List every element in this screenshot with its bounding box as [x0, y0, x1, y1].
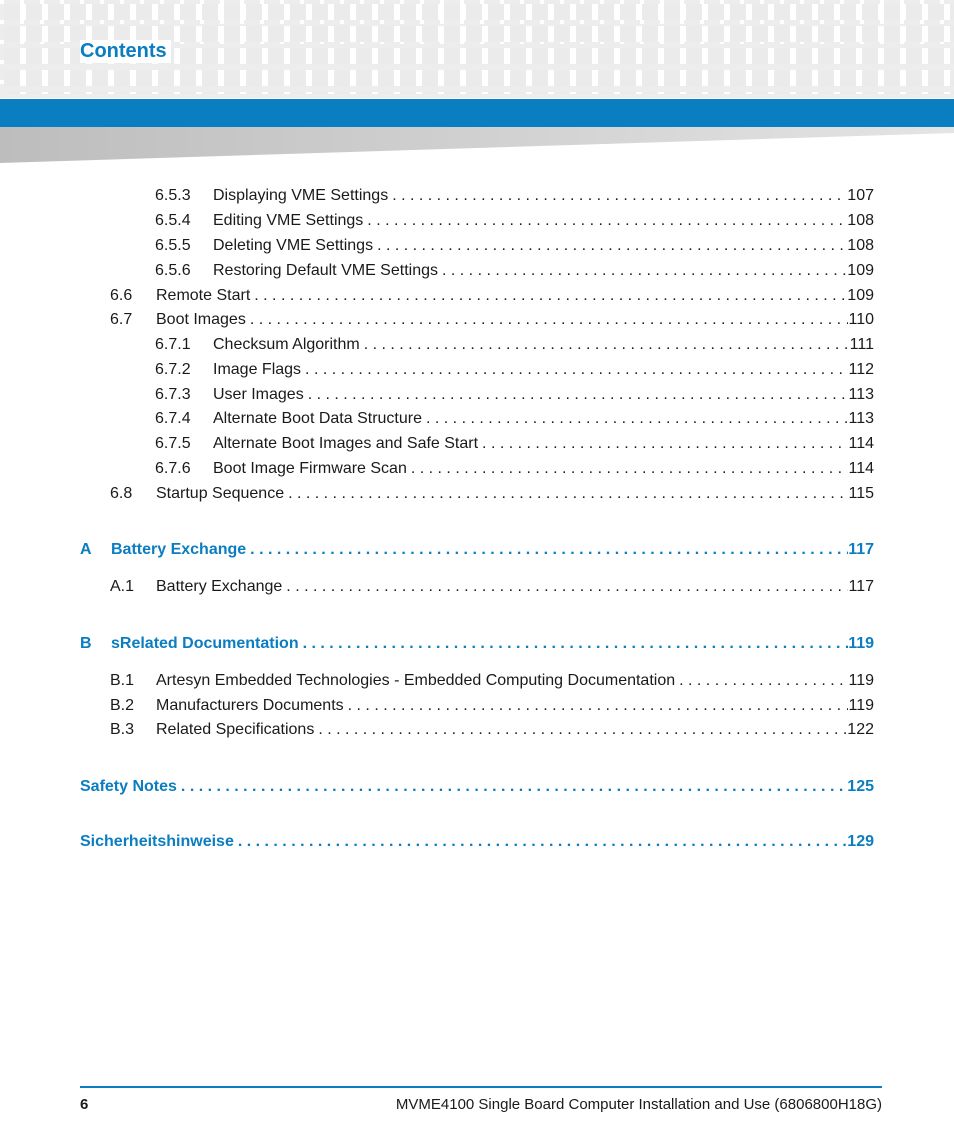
- toc-dot-leader: [375, 235, 847, 257]
- toc-entry-number: 6.5.5: [155, 237, 191, 254]
- toc-entry[interactable]: [155, 359, 874, 381]
- toc-entry-page: 110: [848, 311, 874, 328]
- toc-entry-title: Related Specifications: [156, 721, 315, 738]
- toc-entry-title: Boot Images: [156, 311, 246, 328]
- toc-entry-title: Battery Exchange: [156, 578, 283, 595]
- toc-entry-number: 6.7.4: [155, 410, 191, 427]
- toc-dot-leader: [286, 483, 848, 505]
- toc-entry-number: B.1: [110, 672, 135, 689]
- toc-entry-number: A: [80, 541, 92, 558]
- toc-entry-page: 112: [848, 361, 874, 378]
- toc-entry-number: 6.7.2: [155, 361, 191, 378]
- toc-entry-title: Alternate Boot Images and Safe Start: [213, 435, 479, 452]
- toc-entry-page: 114: [848, 435, 874, 452]
- toc-entry-title: Editing VME Settings: [213, 212, 364, 229]
- toc-dot-leader: [252, 285, 847, 307]
- toc-entry-page: 113: [848, 386, 874, 403]
- toc-dot-leader: [677, 670, 848, 692]
- toc-entry-title: Sicherheitshinweise: [80, 833, 234, 850]
- toc-entry-page: 129: [847, 833, 874, 850]
- toc-entry[interactable]: [155, 458, 874, 480]
- toc-entry-title: User Images: [213, 386, 304, 403]
- toc-entry-page: 111: [849, 336, 874, 353]
- toc-entry-title: Boot Image Firmware Scan: [213, 460, 407, 477]
- toc-entry-title: Safety Notes: [80, 778, 177, 795]
- toc-dot-leader: [424, 408, 848, 430]
- toc-entry-title: Displaying VME Settings: [213, 187, 389, 204]
- toc-dot-leader: [284, 576, 848, 598]
- toc-entry-title: Restoring Default VME Settings: [213, 262, 438, 279]
- toc-entry-title: Battery Exchange: [111, 541, 247, 558]
- toc-entry-number: 6.6: [110, 287, 133, 304]
- toc-entry-number: 6.5.4: [155, 212, 191, 229]
- toc-entry-page: 107: [847, 187, 874, 204]
- toc-entry[interactable]: [110, 670, 874, 692]
- toc-dot-leader: [248, 309, 849, 331]
- toc-dot-leader: [316, 719, 847, 741]
- toc-entry[interactable]: [155, 408, 874, 430]
- toc-dot-leader: [236, 831, 847, 853]
- toc-entry[interactable]: [155, 210, 874, 232]
- footer-document-title: MVME4100 Single Board Computer Installation and Use (6806800H18G): [395, 1096, 882, 1113]
- toc-entry-number: 6.5.3: [155, 187, 191, 204]
- toc-entry-page: 119: [848, 672, 874, 689]
- toc-entry[interactable]: [155, 235, 874, 257]
- toc-entry[interactable]: [110, 483, 874, 505]
- toc-entry-page: 117: [848, 578, 874, 595]
- toc-dot-leader: [362, 334, 850, 356]
- toc-entry[interactable]: [80, 831, 874, 853]
- toc-entry-number: B.3: [110, 721, 135, 738]
- toc-entry-title: Manufacturers Documents: [156, 697, 344, 714]
- toc-entry-page: 113: [848, 410, 874, 427]
- toc-entry-page: 108: [847, 237, 874, 254]
- toc-entry-number: 6.7.3: [155, 386, 191, 403]
- toc-entry-title: Image Flags: [213, 361, 302, 378]
- toc-entry-page: 117: [848, 541, 874, 558]
- toc-entry[interactable]: [110, 285, 874, 307]
- toc-entry[interactable]: [110, 576, 874, 598]
- toc-entry-number: A.1: [110, 578, 135, 595]
- toc-entry-title: Alternate Boot Data Structure: [213, 410, 422, 427]
- toc-dot-leader: [365, 210, 847, 232]
- toc-entry-title: Startup Sequence: [156, 485, 285, 502]
- toc-entry-number: 6.8: [110, 485, 133, 502]
- footer-divider: [80, 1086, 882, 1088]
- toc-entry-page: 119: [848, 635, 874, 652]
- toc-entry[interactable]: [80, 539, 874, 561]
- toc-entry-page: 109: [847, 287, 874, 304]
- toc-entry-page: 125: [847, 778, 874, 795]
- toc-entry-title: Remote Start: [156, 287, 251, 304]
- toc-entry-title: Deleting VME Settings: [213, 237, 374, 254]
- toc-dot-leader: [179, 776, 847, 798]
- toc-dot-leader: [390, 185, 847, 207]
- toc-entry[interactable]: [110, 695, 874, 717]
- toc-entry-title: sRelated Documentation: [111, 635, 299, 652]
- toc-entry-number: 6.7: [110, 311, 133, 328]
- toc-entry[interactable]: [110, 719, 874, 741]
- toc-entry-number: 6.7.5: [155, 435, 191, 452]
- page-title: Contents: [80, 40, 171, 63]
- toc-entry-page: 122: [847, 721, 874, 738]
- toc-dot-leader: [303, 359, 848, 381]
- toc-entry[interactable]: [80, 633, 874, 655]
- toc-entry-page: 108: [847, 212, 874, 229]
- toc-entry[interactable]: [110, 309, 874, 331]
- toc-dot-leader: [409, 458, 849, 480]
- toc-dot-leader: [346, 695, 849, 717]
- toc-dot-leader: [301, 633, 849, 655]
- toc-entry-page: 115: [848, 485, 874, 502]
- toc-entry[interactable]: [80, 776, 874, 798]
- toc-entry[interactable]: [155, 384, 874, 406]
- toc-entry-title: Checksum Algorithm: [213, 336, 360, 353]
- toc-entry-page: 109: [847, 262, 874, 279]
- toc-entry[interactable]: [155, 433, 874, 455]
- toc-entry-number: B.2: [110, 697, 135, 714]
- toc-dot-leader: [480, 433, 848, 455]
- toc-entry-number: 6.5.6: [155, 262, 191, 279]
- toc-dot-leader: [248, 539, 848, 561]
- toc-entry-number: 6.7.6: [155, 460, 191, 477]
- toc-entry-page: 114: [848, 460, 874, 477]
- toc-dot-leader: [440, 260, 847, 282]
- toc-entry-number: B: [80, 635, 92, 652]
- header-blue-bar: [0, 99, 954, 127]
- toc-dot-leader: [306, 384, 849, 406]
- header-grey-wedge: [0, 127, 954, 163]
- toc-entry-page: 119: [848, 697, 874, 714]
- toc-entry[interactable]: [155, 334, 874, 356]
- toc-entry-title: Artesyn Embedded Technologies - Embedded Computing Documentation: [156, 672, 676, 689]
- footer-page-number: 6: [80, 1096, 89, 1113]
- toc-entry[interactable]: [155, 260, 874, 282]
- toc-entry-number: 6.7.1: [155, 336, 191, 353]
- toc-entry[interactable]: [155, 185, 874, 207]
